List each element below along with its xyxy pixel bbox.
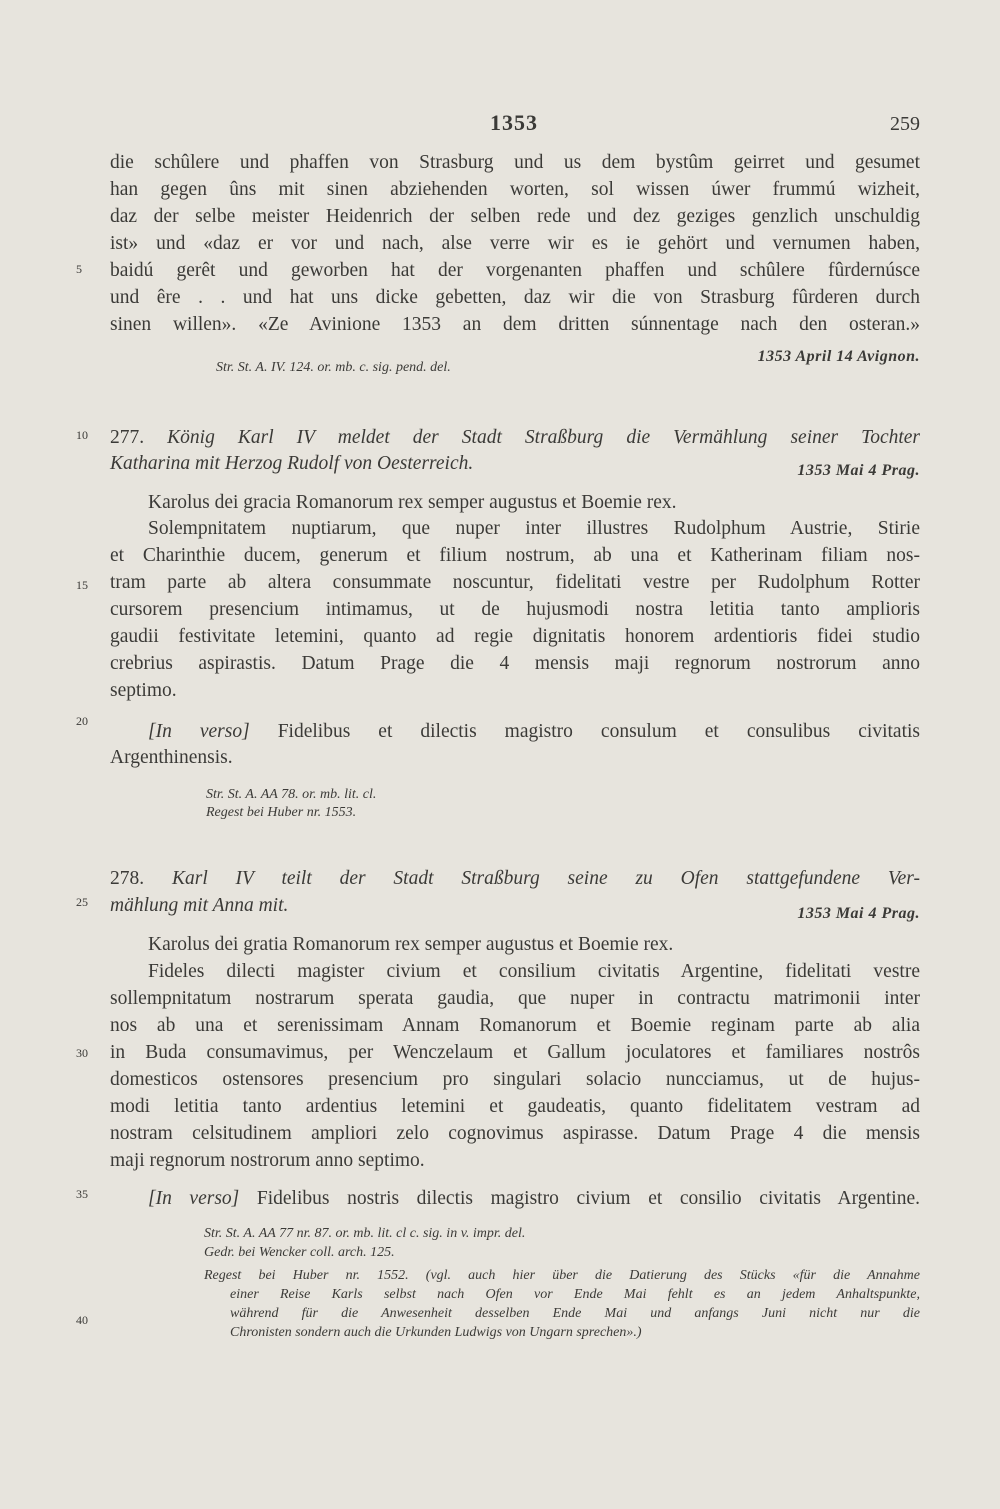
regest-note: während für die Anwesenheit desselben Ende Mai und anfangs Juni nicht nur die <box>230 1306 920 1321</box>
document-number: 277. <box>110 427 145 448</box>
source-note: Str. St. A. IV. 124. or. mb. c. sig. pend. del. <box>216 360 451 375</box>
verso-line <box>148 1186 920 1212</box>
line-number: 25 <box>76 895 88 909</box>
text-line: nostram celsitudinem ampliori zelo cognovimus aspirasse. Datum Prage 4 die mensis <box>110 1123 920 1144</box>
text-line: cursorem presencium intimamus, ut de hujusmodi nostra letitia tanto amplioris <box>110 599 920 620</box>
text-line: gaudii festivitate letemini, quanto ad regie dignitatis honorem ardentioris fidei studio <box>110 626 920 647</box>
text-line: septimo. <box>110 680 177 701</box>
running-head-year: 1353 <box>490 110 538 135</box>
document-title-line: mählung mit Anna mit. <box>110 895 289 916</box>
text-line: daz der selbe meister Heidenrich der selben rede und dez geziges genzlich unschuldig <box>110 206 920 227</box>
source-note: Regest bei Huber nr. 1553. <box>206 805 357 820</box>
verso-label: [In verso] <box>148 1188 240 1209</box>
text-line: die schûlere und phaffen von Strasburg und us dem bystûm geirret und gesumet <box>110 152 920 173</box>
source-note: Str. St. A. AA 78. or. mb. lit. cl. <box>206 787 377 802</box>
document-number: 278. <box>110 868 145 889</box>
document-title-line: Karl IV teilt der Stadt Straßburg seine zu Ofen stattgefundene Ver- <box>171 868 921 889</box>
document-title-line: Katharina mit Herzog Rudolf von Oesterreich. <box>110 453 474 474</box>
text-line: tram parte ab altera consummate noscuntur, fidelitati vestre per Rudolphum Rotter <box>110 572 920 593</box>
line-number: 10 <box>76 428 88 442</box>
text-line: domesticos ostensores presencium pro singulari solacio nuncciamus, ut de hujus- <box>110 1069 920 1090</box>
regest-note: Regest bei Huber nr. 1552. (vgl. auch hier über die Datierung des Stücks «für die Annahme <box>204 1268 920 1283</box>
text-line: baidú gerêt und geworben hat der vorgenanten phaffen und schûlere fûrdernúsce <box>110 260 920 281</box>
document-date: 1353 Mai 4 Prag. <box>797 905 920 922</box>
text-line: Fideles dilecti magister civium et consilium civitatis Argentine, fidelitati vestre <box>148 961 920 982</box>
line-number: 20 <box>76 714 88 728</box>
line-number: 35 <box>76 1187 88 1201</box>
verso-text: Fidelibus nostris dilectis magistro civium et consilio civitatis Argentine. <box>256 1188 920 1209</box>
document-title-line: König Karl IV meldet der Stadt Straßburg die Vermählung seiner Tochter <box>167 427 921 448</box>
line-number: 40 <box>76 1313 88 1327</box>
line-number: 5 <box>76 262 82 276</box>
verso-line <box>148 719 920 745</box>
text-line: in Buda consumavimus, per Wenczelaum et Gallum joculatores et familiares nostrôs <box>110 1042 920 1063</box>
verso-text: Fidelibus et dilectis magistro consulum et consulibus civitatis <box>277 721 920 742</box>
text-line: sollempnitatum nostrarum sperata gaudia, que nuper in contractu matrimonii inter <box>110 988 920 1009</box>
text-line: nos ab una et serenissimam Annam Romanorum et Boemie reginam parte ab alia <box>110 1015 920 1036</box>
text-line: han gegen ûns mit sinen abziehenden worten, sol wissen úwer frummú wizheit, <box>110 179 920 200</box>
text-line: maji regnorum nostrorum anno septimo. <box>110 1150 425 1171</box>
source-note: Str. St. A. AA 77 nr. 87. or. mb. lit. cl c. sig. in v. impr. del. <box>204 1226 526 1241</box>
text-line: crebrius aspirastis. Datum Prage die 4 mensis maji regnorum nostrorum anno <box>110 653 920 674</box>
document-title <box>110 866 920 892</box>
regest-note: einer Reise Karls selbst nach Ofen vor Ende Mai fehlt es an jedem Anhaltspunkte, <box>230 1287 920 1302</box>
document-date: 1353 Mai 4 Prag. <box>797 462 920 479</box>
text-line: et Charinthie ducem, generum et filium nostrum, ab una et Katherinam filiam nos- <box>110 545 920 566</box>
document-date: 1353 April 14 Avignon. <box>757 348 920 365</box>
line-number: 30 <box>76 1046 88 1060</box>
text-line: Karolus dei gratia Romanorum rex semper augustus et Boemie rex. <box>148 934 674 955</box>
document-title <box>110 425 920 451</box>
text-line: Karolus dei gracia Romanorum rex semper augustus et Boemie rex. <box>148 492 677 513</box>
text-line: sinen willen». «Ze Avinione 1353 an dem dritten súnnentage nach den osteran.» <box>110 314 920 335</box>
verso-label: [In verso] <box>148 721 250 742</box>
text-line: und êre . . und hat uns dicke gebetten, daz wir die von Strasburg fûrderen durch <box>110 287 920 308</box>
regest-note: Chronisten sondern auch die Urkunden Ludwigs von Ungarn sprechen».) <box>230 1325 642 1340</box>
text-line: ist» und «daz er vor und nach, alse verre wir es ie gehört und vernumen haben, <box>110 233 920 254</box>
text-line: Solempnitatem nuptiarum, que nuper inter illustres Rudolphum Austrie, Stirie <box>148 518 920 539</box>
line-number: 15 <box>76 578 88 592</box>
page-number: 259 <box>890 113 920 135</box>
text-line: modi letitia tanto ardentius letemini et gaudeatis, quanto fidelitatem vestram ad <box>110 1096 920 1117</box>
verso-line: Argenthinensis. <box>110 747 233 768</box>
source-note: Gedr. bei Wencker coll. arch. 125. <box>204 1245 395 1260</box>
